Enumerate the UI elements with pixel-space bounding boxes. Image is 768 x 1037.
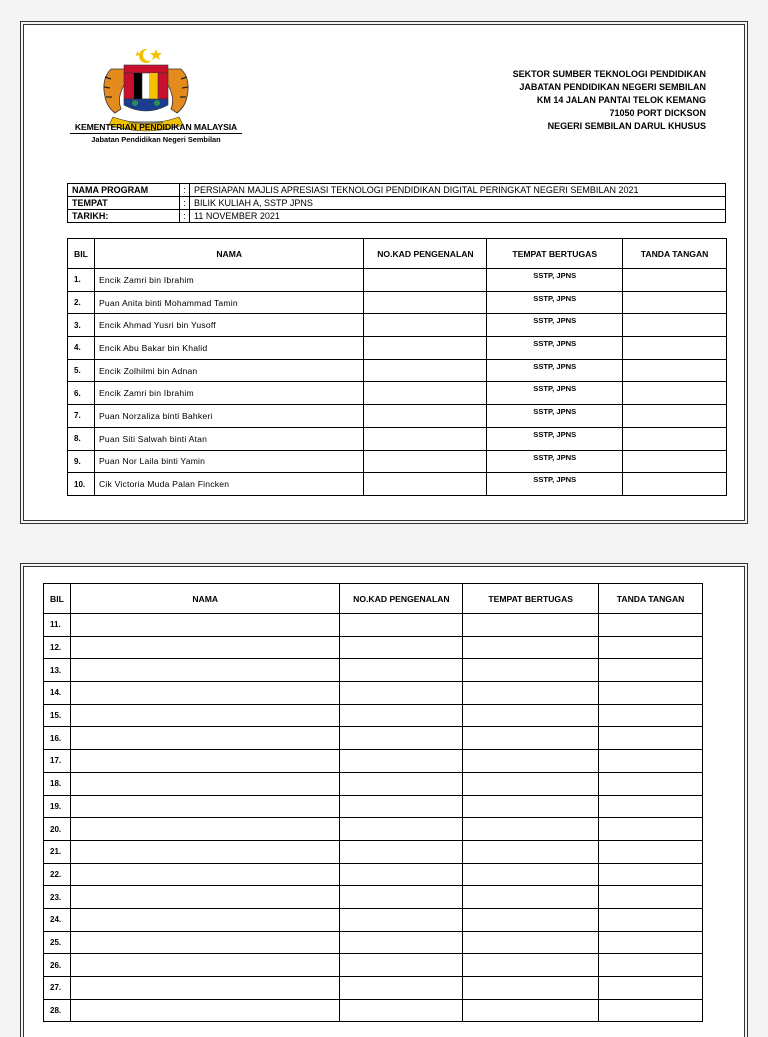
table-row [44, 636, 703, 659]
row-number: 5. [68, 359, 95, 382]
row-number: 11. [44, 614, 71, 637]
signature-cell [599, 614, 703, 637]
workplace-cell [463, 659, 599, 682]
info-label: TARIKH: [68, 210, 180, 223]
row-number: 24. [44, 908, 71, 931]
name-cell [70, 999, 339, 1022]
address-line: SEKTOR SUMBER TEKNOLOGI PENDIDIKAN [512, 69, 706, 79]
ic-number-cell [340, 795, 463, 818]
workplace-cell [463, 727, 599, 750]
name-cell [70, 704, 339, 727]
table-row [68, 337, 727, 360]
row-number: 2. [68, 291, 95, 314]
ic-number-cell [340, 863, 463, 886]
signature-cell [599, 977, 703, 1000]
signature-cell [599, 931, 703, 954]
table-row [68, 291, 727, 314]
row-number: 19. [44, 795, 71, 818]
signature-cell [599, 999, 703, 1022]
row-number: 14. [44, 682, 71, 705]
ic-number-cell [340, 614, 463, 637]
info-value: 11 NOVEMBER 2021 [190, 210, 726, 223]
row-number: 20. [44, 818, 71, 841]
name-cell [70, 954, 339, 977]
row-number: 12. [44, 636, 71, 659]
row-number: 6. [68, 382, 95, 405]
workplace-cell [463, 772, 599, 795]
table-row [44, 795, 703, 818]
ic-number-cell [364, 337, 487, 360]
table-header-row [68, 239, 727, 269]
signature-cell [599, 704, 703, 727]
row-number: 22. [44, 863, 71, 886]
name-cell [70, 636, 339, 659]
workplace-cell [463, 863, 599, 886]
workplace-cell: SSTP, JPNS [487, 450, 623, 473]
name-cell [70, 931, 339, 954]
column-header-bil: BIL [68, 239, 95, 269]
ic-number-cell [340, 931, 463, 954]
name-cell [70, 750, 339, 773]
workplace-cell [463, 908, 599, 931]
info-value: PERSIAPAN MAJLIS APRESIASI TEKNOLOGI PENDIDIKAN DIGITAL PERINGKAT NEGERI SEMBILAN 2021 [190, 184, 726, 197]
table-header-row [44, 584, 703, 614]
column-header-bil: BIL [44, 584, 71, 614]
signature-cell [599, 954, 703, 977]
ic-number-cell [364, 405, 487, 428]
table-row [44, 659, 703, 682]
row-number: 25. [44, 931, 71, 954]
table-row [44, 840, 703, 863]
workplace-cell [463, 840, 599, 863]
ic-number-cell [340, 886, 463, 909]
workplace-cell: SSTP, JPNS [487, 269, 623, 292]
row-number: 8. [68, 427, 95, 450]
row-number: 13. [44, 659, 71, 682]
table-row [44, 977, 703, 1000]
row-number: 15. [44, 704, 71, 727]
table-row [44, 818, 703, 841]
signature-cell [599, 863, 703, 886]
column-header-tempat: TEMPAT BERTUGAS [463, 584, 599, 614]
attendance-table-2 [43, 583, 703, 1022]
workplace-cell [463, 931, 599, 954]
ministry-divider [70, 133, 242, 134]
signature-cell [599, 840, 703, 863]
table-row [44, 682, 703, 705]
attendance-table-1 [67, 238, 727, 496]
table-row [44, 863, 703, 886]
name-cell [70, 977, 339, 1000]
workplace-cell: SSTP, JPNS [487, 405, 623, 428]
ic-number-cell [340, 636, 463, 659]
signature-cell [599, 636, 703, 659]
name-cell: Cik Victoria Muda Palan Fincken [94, 473, 364, 496]
table-row [68, 450, 727, 473]
ic-number-cell [364, 473, 487, 496]
ministry-name: KEMENTERIAN PENDIDIKAN MALAYSIA [74, 122, 238, 132]
info-separator: : [180, 197, 190, 210]
signature-cell [623, 314, 727, 337]
name-cell [70, 908, 339, 931]
signature-cell [599, 886, 703, 909]
info-label: NAMA PROGRAM [68, 184, 180, 197]
name-cell [70, 682, 339, 705]
workplace-cell [463, 818, 599, 841]
ic-number-cell [340, 818, 463, 841]
form-page-1 [23, 24, 745, 521]
row-number: 26. [44, 954, 71, 977]
name-cell: Encik Ahmad Yusri bin Yusoff [94, 314, 364, 337]
ic-number-cell [340, 682, 463, 705]
table-row [68, 473, 727, 496]
row-number: 17. [44, 750, 71, 773]
ic-number-cell [340, 954, 463, 977]
ic-number-cell [364, 427, 487, 450]
signature-cell [623, 382, 727, 405]
address-line: KM 14 JALAN PANTAI TELOK KEMANG [536, 95, 706, 105]
name-cell [70, 818, 339, 841]
name-cell: Encik Abu Bakar bin Khalid [94, 337, 364, 360]
table-row [68, 405, 727, 428]
department-name: Jabatan Pendidikan Negeri Sembilan [91, 135, 221, 144]
signature-cell [599, 795, 703, 818]
ic-number-cell [340, 704, 463, 727]
table-row [68, 359, 727, 382]
name-cell: Puan Siti Salwah binti Atan [94, 427, 364, 450]
table-row [68, 382, 727, 405]
signature-cell [599, 908, 703, 931]
signature-cell [623, 405, 727, 428]
workplace-cell [463, 704, 599, 727]
table-row [44, 614, 703, 637]
workplace-cell [463, 636, 599, 659]
table-row [44, 886, 703, 909]
name-cell [70, 659, 339, 682]
workplace-cell: SSTP, JPNS [487, 291, 623, 314]
table-row [44, 750, 703, 773]
info-separator: : [180, 210, 190, 223]
row-number: 23. [44, 886, 71, 909]
signature-cell [623, 269, 727, 292]
column-header-nama: NAMA [70, 584, 339, 614]
table-row [44, 727, 703, 750]
ministry-block [56, 122, 256, 144]
column-header-tandatangan: TANDA TANGAN [599, 584, 703, 614]
signature-cell [623, 473, 727, 496]
column-header-tempat: TEMPAT BERTUGAS [487, 239, 623, 269]
program-info-table [67, 183, 726, 223]
ic-number-cell [340, 727, 463, 750]
table-row [44, 704, 703, 727]
name-cell [70, 795, 339, 818]
signature-cell [623, 427, 727, 450]
ic-number-cell [364, 382, 487, 405]
signature-cell [599, 818, 703, 841]
signature-cell [623, 337, 727, 360]
ic-number-cell [340, 908, 463, 931]
info-label: TEMPAT [68, 197, 180, 210]
table-row [68, 314, 727, 337]
column-header-ic: NO.KAD PENGENALAN [364, 239, 487, 269]
info-row-date [68, 210, 726, 223]
name-cell [70, 886, 339, 909]
workplace-cell: SSTP, JPNS [487, 359, 623, 382]
signature-cell [599, 682, 703, 705]
workplace-cell [463, 795, 599, 818]
name-cell [70, 863, 339, 886]
row-number: 21. [44, 840, 71, 863]
info-separator: : [180, 184, 190, 197]
signature-cell [623, 291, 727, 314]
table-row [44, 908, 703, 931]
signature-cell [599, 750, 703, 773]
name-cell [70, 840, 339, 863]
row-number: 9. [68, 450, 95, 473]
address-line: NEGERI SEMBILAN DARUL KHUSUS [547, 121, 706, 131]
info-value: BILIK KULIAH A, SSTP JPNS [190, 197, 726, 210]
name-cell: Puan Nor Laila binti Yamin [94, 450, 364, 473]
row-number: 1. [68, 269, 95, 292]
workplace-cell [463, 886, 599, 909]
ic-number-cell [340, 659, 463, 682]
column-header-tandatangan: TANDA TANGAN [623, 239, 727, 269]
table-row [44, 772, 703, 795]
ic-number-cell [340, 772, 463, 795]
address-line: JABATAN PENDIDIKAN NEGERI SEMBILAN [519, 82, 706, 92]
name-cell: Encik Zamri bin Ibrahim [94, 382, 364, 405]
ic-number-cell [364, 359, 487, 382]
address-block [513, 68, 706, 133]
workplace-cell [463, 954, 599, 977]
workplace-cell: SSTP, JPNS [487, 382, 623, 405]
row-number: 18. [44, 772, 71, 795]
name-cell [70, 772, 339, 795]
ic-number-cell [340, 977, 463, 1000]
signature-cell [599, 659, 703, 682]
ic-number-cell [340, 999, 463, 1022]
info-row-program [68, 184, 726, 197]
table-row [44, 954, 703, 977]
signature-cell [623, 450, 727, 473]
name-cell: Puan Norzaliza binti Bahkeri [94, 405, 364, 428]
workplace-cell: SSTP, JPNS [487, 337, 623, 360]
workplace-cell [463, 999, 599, 1022]
table-row [68, 269, 727, 292]
row-number: 3. [68, 314, 95, 337]
name-cell [70, 727, 339, 750]
row-number: 7. [68, 405, 95, 428]
row-number: 4. [68, 337, 95, 360]
table-row [44, 999, 703, 1022]
name-cell [70, 614, 339, 637]
name-cell: Encik Zamri bin Ibrahim [94, 269, 364, 292]
ic-number-cell [340, 840, 463, 863]
column-header-ic: NO.KAD PENGENALAN [340, 584, 463, 614]
workplace-cell [463, 614, 599, 637]
row-number: 27. [44, 977, 71, 1000]
signature-cell [599, 772, 703, 795]
ic-number-cell [340, 750, 463, 773]
workplace-cell: SSTP, JPNS [487, 427, 623, 450]
ic-number-cell [364, 450, 487, 473]
row-number: 16. [44, 727, 71, 750]
table-row [68, 427, 727, 450]
name-cell: Puan Anita binti Mohammad Tamin [94, 291, 364, 314]
ic-number-cell [364, 269, 487, 292]
info-row-place [68, 197, 726, 210]
signature-cell [599, 727, 703, 750]
table-row [44, 931, 703, 954]
ic-number-cell [364, 291, 487, 314]
workplace-cell [463, 682, 599, 705]
workplace-cell [463, 750, 599, 773]
name-cell: Encik Zolhilmi bin Adnan [94, 359, 364, 382]
workplace-cell [463, 977, 599, 1000]
address-line: 71050 PORT DICKSON [609, 108, 706, 118]
column-header-nama: NAMA [94, 239, 364, 269]
workplace-cell: SSTP, JPNS [487, 314, 623, 337]
workplace-cell: SSTP, JPNS [487, 473, 623, 496]
row-number: 10. [68, 473, 95, 496]
ic-number-cell [364, 314, 487, 337]
row-number: 28. [44, 999, 71, 1022]
signature-cell [623, 359, 727, 382]
